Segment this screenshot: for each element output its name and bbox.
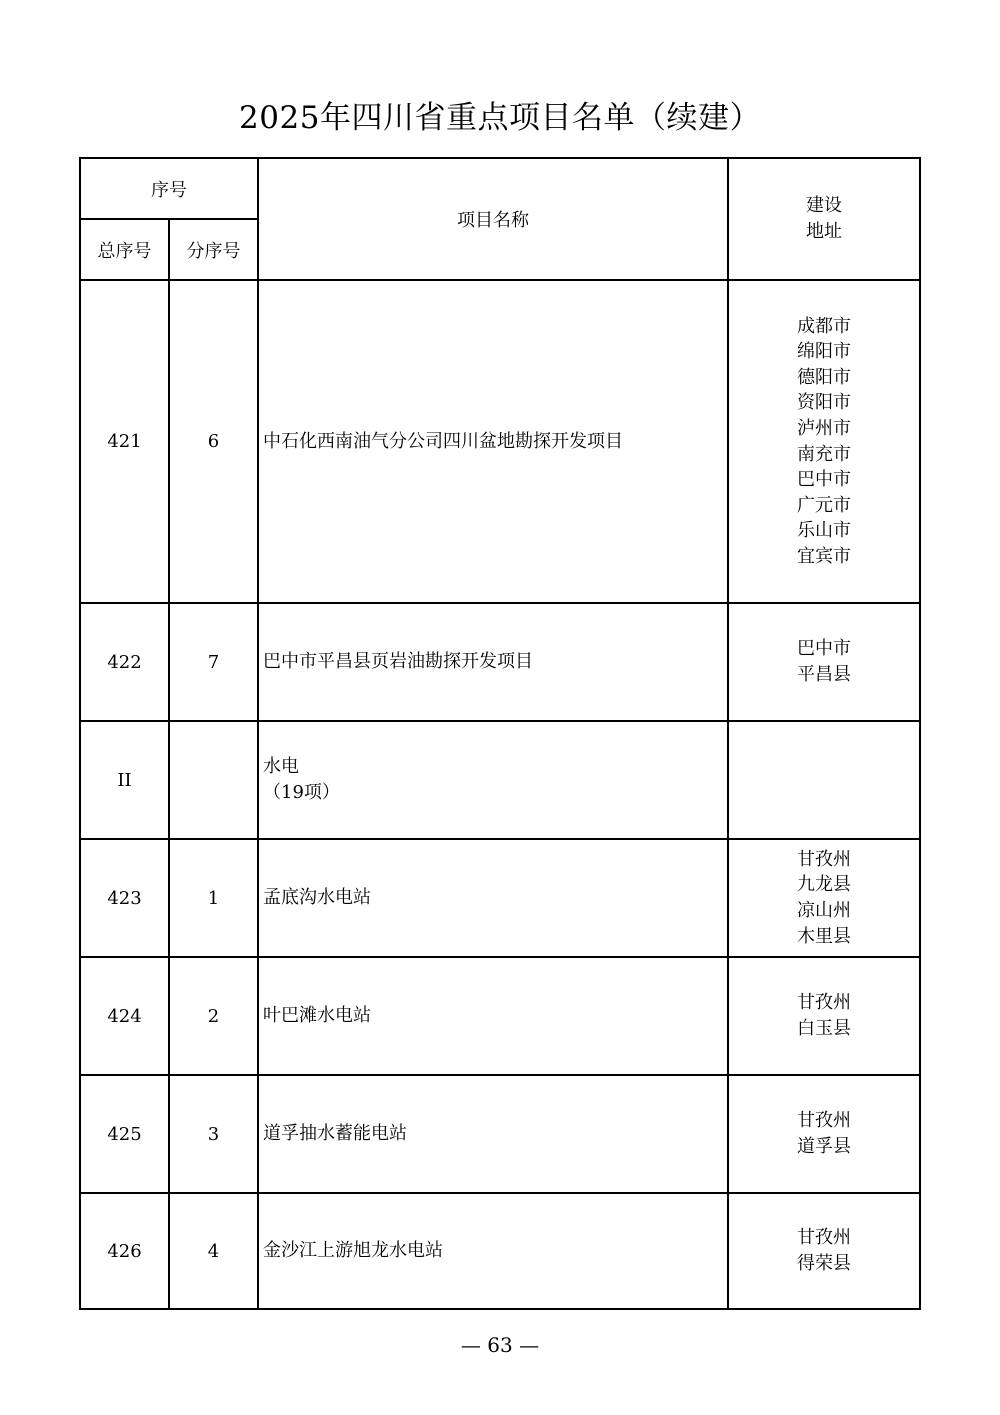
row-sub-seq: 4 bbox=[169, 1193, 258, 1309]
row-total-seq: 421 bbox=[80, 280, 169, 603]
row-total-seq: 424 bbox=[80, 957, 169, 1075]
row-project-name: 叶巴滩水电站 bbox=[258, 957, 728, 1075]
row-location bbox=[728, 957, 920, 1075]
location-line: 甘孜州 bbox=[797, 1110, 851, 1132]
row-project-name: 道孚抽水蓄能电站 bbox=[258, 1075, 728, 1193]
location-line: 南充市 bbox=[797, 443, 851, 465]
row-project-name: 金沙江上游旭龙水电站 bbox=[258, 1193, 728, 1309]
row-category-name bbox=[258, 721, 728, 839]
header-total-seq: 总序号 bbox=[80, 219, 169, 280]
row-location bbox=[728, 603, 920, 721]
location-line: 泸州市 bbox=[797, 417, 851, 439]
table-row bbox=[80, 839, 920, 957]
location-line: 道孚县 bbox=[797, 1136, 851, 1157]
location-line: 德阳市 bbox=[797, 366, 851, 388]
row-total-seq: II bbox=[80, 721, 169, 839]
table-row bbox=[80, 603, 920, 721]
page-number: — 63 — bbox=[460, 1333, 540, 1357]
row-project-name: 巴中市平昌县页岩油勘探开发项目 bbox=[258, 603, 728, 721]
header-row-1 bbox=[80, 158, 920, 219]
location-line: 绵阳市 bbox=[797, 341, 851, 363]
location-line: 九龙县 bbox=[797, 874, 851, 896]
row-sub-seq bbox=[169, 721, 258, 839]
row-project-name: 孟底沟水电站 bbox=[258, 839, 728, 957]
header-seq-group: 序号 bbox=[80, 158, 258, 219]
row-sub-seq: 1 bbox=[169, 839, 258, 957]
location-line: 成都市 bbox=[797, 315, 851, 337]
row-total-seq: 422 bbox=[80, 603, 169, 721]
location-line: 巴中市 bbox=[797, 638, 851, 660]
row-sub-seq: 3 bbox=[169, 1075, 258, 1193]
location-line: 甘孜州 bbox=[797, 992, 851, 1014]
row-total-seq: 425 bbox=[80, 1075, 169, 1193]
location-line: 乐山市 bbox=[797, 520, 851, 542]
header-location-line1: 建设 bbox=[806, 195, 842, 216]
header-sub-seq: 分序号 bbox=[169, 219, 258, 280]
category-name-line1: 水电 bbox=[263, 756, 299, 777]
location-line: 木里县 bbox=[797, 925, 851, 947]
header-location bbox=[728, 158, 920, 280]
location-line: 巴中市 bbox=[797, 469, 851, 491]
location-line: 宜宾市 bbox=[797, 545, 851, 567]
location-line: 凉山州 bbox=[797, 900, 851, 921]
location-line: 平昌县 bbox=[797, 664, 851, 685]
row-location bbox=[728, 280, 920, 603]
category-name-line2: （19项） bbox=[263, 782, 340, 803]
project-table bbox=[79, 157, 921, 1310]
header-location-line2: 地址 bbox=[806, 221, 842, 242]
row-total-seq: 426 bbox=[80, 1193, 169, 1309]
location-line: 资阳市 bbox=[797, 392, 851, 414]
location-line: 得荣县 bbox=[797, 1253, 851, 1274]
table-row bbox=[80, 957, 920, 1075]
row-location bbox=[728, 839, 920, 957]
location-line: 广元市 bbox=[797, 494, 851, 516]
table-row bbox=[80, 280, 920, 603]
table-row bbox=[80, 1075, 920, 1193]
location-line: 甘孜州 bbox=[797, 848, 851, 870]
row-project-name: 中石化西南油气分公司四川盆地勘探开发项目 bbox=[258, 280, 728, 603]
row-total-seq: 423 bbox=[80, 839, 169, 957]
table-row bbox=[80, 1193, 920, 1309]
row-location bbox=[728, 1075, 920, 1193]
location-line: 白玉县 bbox=[797, 1018, 851, 1039]
page-title: 2025年四川省重点项目名单（续建） bbox=[239, 100, 761, 136]
category-row bbox=[80, 721, 920, 839]
row-sub-seq: 7 bbox=[169, 603, 258, 721]
row-location bbox=[728, 1193, 920, 1309]
header-project-name: 项目名称 bbox=[258, 158, 728, 280]
row-sub-seq: 2 bbox=[169, 957, 258, 1075]
row-sub-seq: 6 bbox=[169, 280, 258, 603]
location-line: 甘孜州 bbox=[797, 1227, 851, 1249]
row-location bbox=[728, 721, 920, 839]
